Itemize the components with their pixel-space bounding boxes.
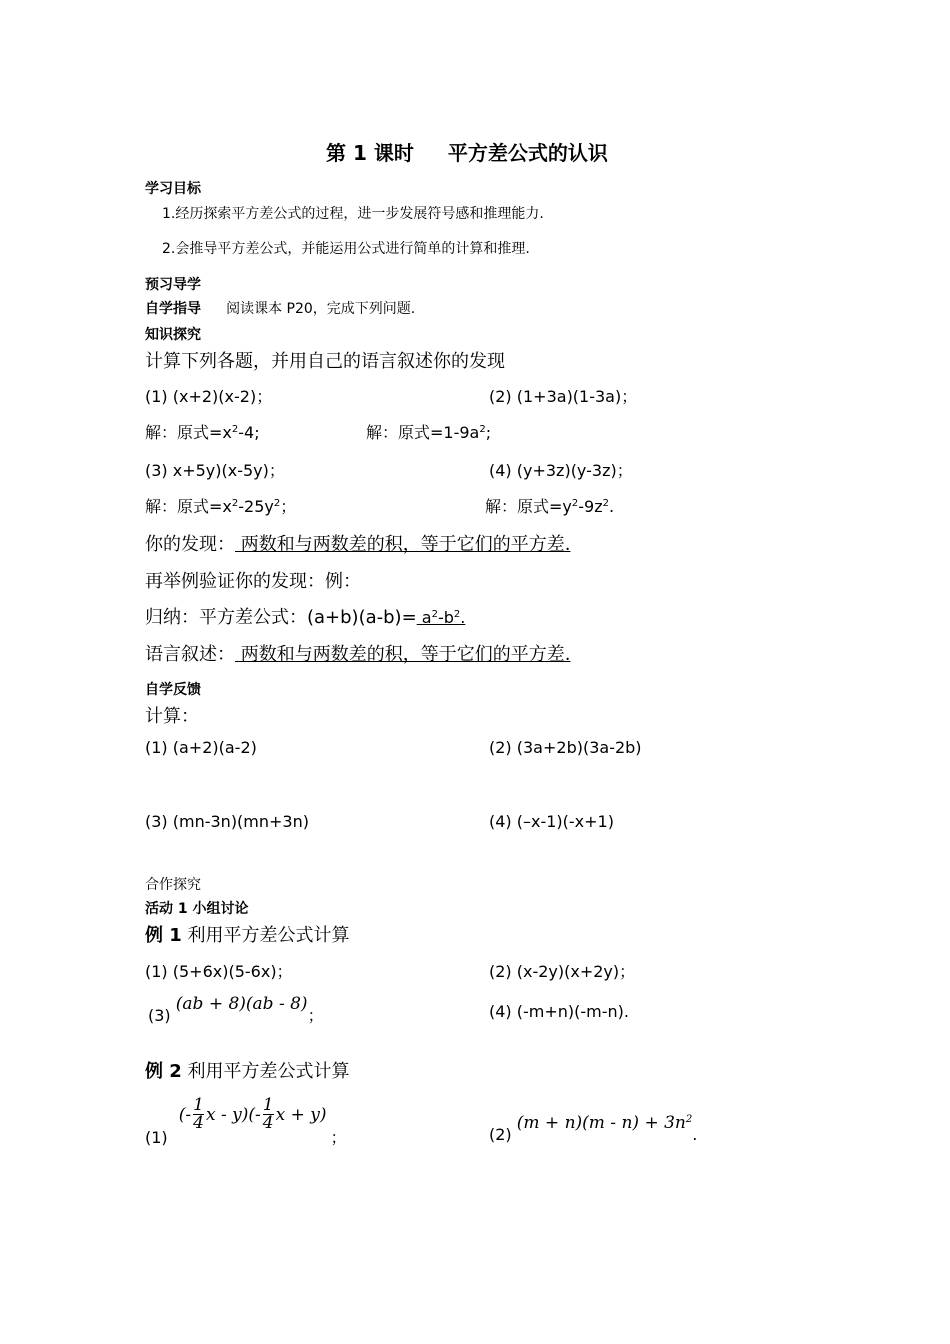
example-1-item-1: (1) (5+6x)(5-6x)； [145,962,293,981]
preview-heading: 预习导学 [145,277,201,293]
page-title [326,137,608,166]
guide-label: 自学指导 [145,301,201,317]
example-2-heading: 例 2 利用平方差公式计算 [145,1061,350,1082]
goals-heading: 学习目标 [145,181,201,197]
solution-4: 解：原式$=y^2-9z^2$. [485,497,615,516]
problem-4: (4) (y+3z)(y-3z)； [489,461,633,480]
feedback-intro: 计算： [145,706,199,727]
formula-ab8: (ab + 8)(ab - 8) [175,994,308,1014]
feedback-q1: (1) (a+2)(a-2) [145,738,257,757]
guide-line [145,298,415,318]
problem-3: (3) x+5y)(x-5y)； [145,461,285,480]
lesson-number: 第 1 课时 [326,141,414,165]
finding-label: 你的发现： [145,534,235,555]
goal-item: 2.会推导平方差公式，并能运用公式进行简单的计算和推理. [162,241,530,257]
statement-line [145,640,570,666]
example-1-heading: 例 1 利用平方差公式计算 [145,925,350,946]
coop-heading: 合作探究 [145,877,201,893]
solution-3: 解：原式$=x^2-25y^2$； [145,497,297,516]
example-1-item-4: (4) (-m+n)(-m-n). [489,1002,629,1021]
formula-fraction: (- $\frac{1}{4}$ x - y)(- $\frac{1}{4}$ x + y) [178,1095,327,1133]
lesson-topic: 平方差公式的认识 [447,141,608,165]
goal-item: 1.经历探索平方差公式的过程，进一步发展符号感和推理能力. [162,206,544,222]
formula-mn: $(m + n)(m - n) + 3n^2$ [516,1113,693,1133]
feedback-q2: (2) (3a+2b)(3a-2b) [489,738,642,757]
feedback-q3: (3) (mn-3n)(mn+3n) [145,812,309,831]
summary-label: 归纳：平方差公式：(a+b)(a-b)= [145,607,417,628]
activity-heading: 活动 1 小组讨论 [145,901,249,917]
problem-1: (1) (x+2)(x-2)； [145,387,273,406]
verify-line: 再举例验证你的发现：例： [145,571,361,592]
example-2-item-2: (2) $(m + n)(m - n) + 3n^2$. [489,1113,698,1144]
statement-answer: 两数和与两数差的积，等于它们的平方差. [235,644,571,665]
solution-2: 解：原式$=1-9a^2$; [366,423,492,442]
solution-1: 解：原式$=x^2-4$; [145,423,260,442]
example-1-item-2: (2) (x-2y)(x+2y)； [489,962,636,981]
explore-intro: 计算下列各题，并用自己的语言叙述你的发现 [145,351,505,372]
finding-line [145,530,570,556]
feedback-heading: 自学反馈 [145,682,201,698]
problem-2: (2) (1+3a)(1-3a)； [489,387,638,406]
example-1-item-3: (3) (ab + 8)(ab - 8)； [148,994,324,1025]
summary-line [145,603,465,629]
finding-answer: 两数和与两数差的积，等于它们的平方差. [235,534,571,555]
statement-label: 语言叙述： [145,644,235,665]
explore-heading: 知识探究 [145,327,201,343]
summary-answer: $a^2-b^2$. [416,608,466,627]
example-2-item-1: (1) (- $\frac{1}{4}$ x - y)(- $\frac{1}{4}$ x + y) ； [145,1095,347,1147]
guide-text: 阅读课本 P20，完成下列问题. [226,301,416,317]
feedback-q4: (4) (–x-1)(-x+1) [489,812,614,831]
